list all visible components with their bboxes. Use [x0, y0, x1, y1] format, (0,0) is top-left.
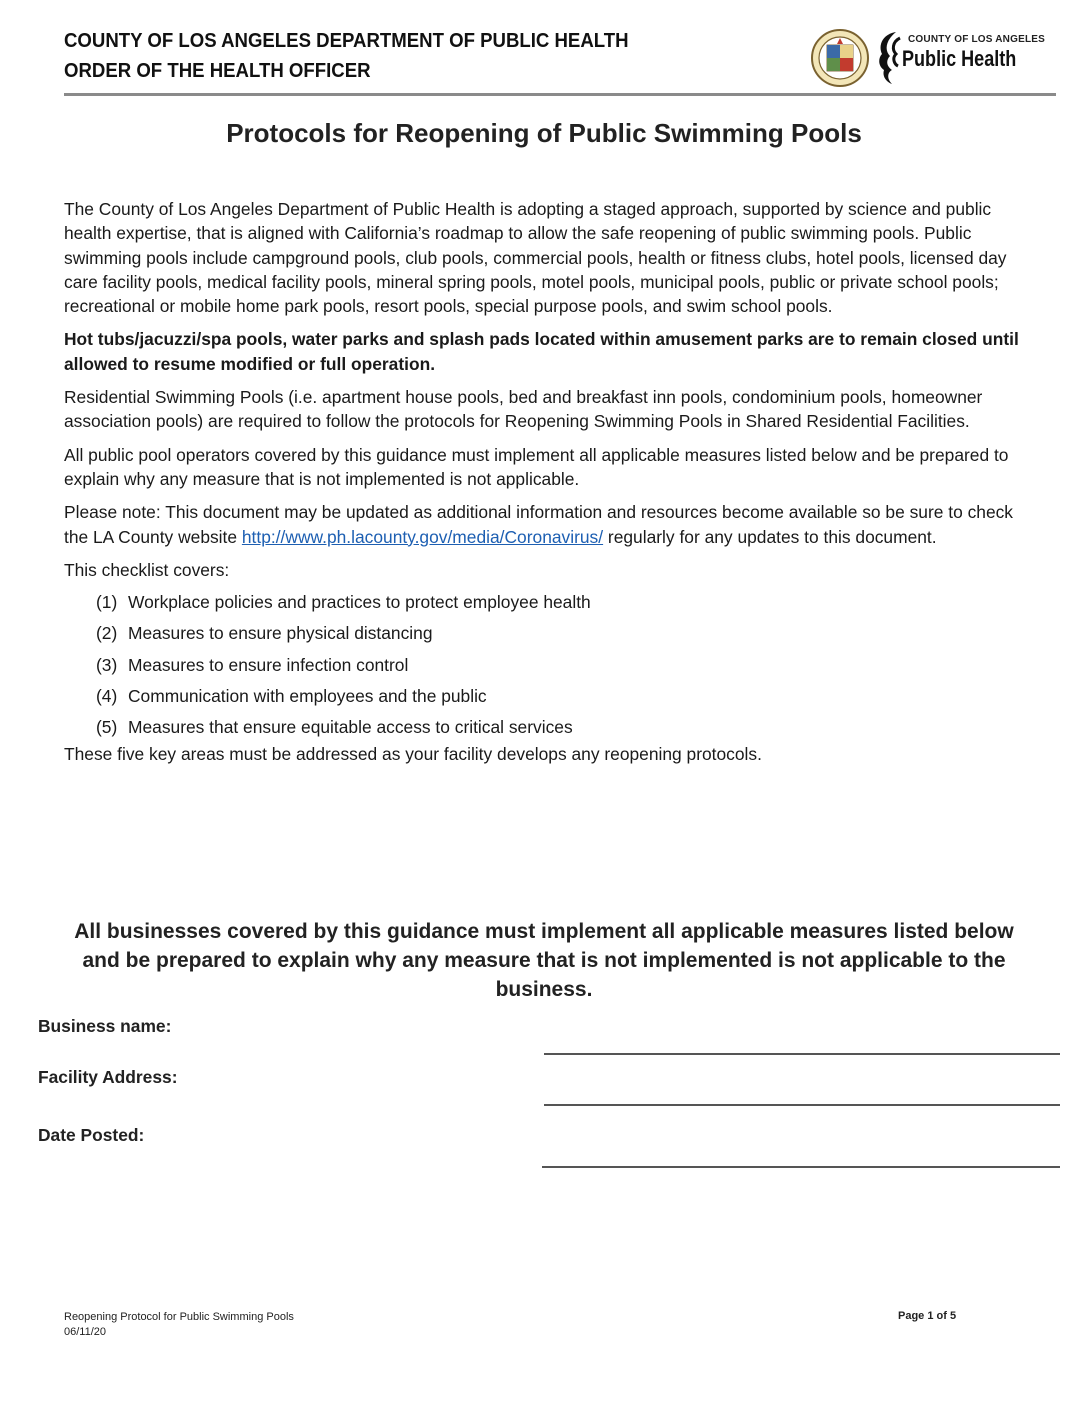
- list-item: (3) Measures to ensure infection control: [96, 654, 409, 675]
- checklist-intro: This checklist covers:: [64, 559, 230, 580]
- header-order: ORDER OF THE HEALTH OFFICER: [64, 60, 371, 82]
- list-item: (5) Measures that ensure equitable access to critical services: [96, 717, 573, 738]
- update-note-paragraph: [64, 500, 1034, 549]
- list-item: (4) Communication with employees and the public: [96, 686, 487, 707]
- measures-callout: All businesses covered by this guidance must implement all applicable measures listed below and be prepared to explain why any measure that is not implemented is not applicable to the business.: [74, 920, 1014, 1001]
- update-note-text-end: regularly for any updates to this document.: [603, 526, 937, 547]
- coronavirus-website-link[interactable]: http://www.ph.lacounty.gov/media/Coronavirus/: [241, 526, 604, 547]
- business-name-label: Business name:: [38, 1016, 172, 1036]
- county-seal-icon: [810, 28, 870, 88]
- header-divider: [64, 93, 1056, 96]
- closure-notice: Hot tubs/jacuzzi/spa pools, water parks and splash pads located within amusement parks are to remain closed until allowed to resume modified or full operation.: [64, 329, 1019, 374]
- page-number: Page 1 of 5: [898, 1310, 957, 1322]
- footer-date: 06/11/20: [64, 1326, 107, 1338]
- facility-address-field[interactable]: [544, 1104, 1060, 1106]
- date-posted-label: Date Posted:: [38, 1125, 145, 1145]
- key-areas-paragraph: These five key areas must be addressed as your facility develops any reopening protocols.: [64, 743, 762, 764]
- header-department: COUNTY OF LOS ANGELES DEPARTMENT OF PUBLIC HEALTH: [64, 30, 629, 52]
- footer-left: [64, 1310, 294, 1340]
- date-posted-field[interactable]: [542, 1166, 1060, 1168]
- public-health-logo: [872, 28, 1045, 86]
- footer-doc-name: Reopening Protocol for Public Swimming Pools: [64, 1311, 294, 1323]
- residential-pools-paragraph: Residential Swimming Pools (i.e. apartment house pools, bed and breakfast inn pools, condominium pools, homeowner association pools) are required to follow the protocols for Reopening Swimming Pools in Shared Residential Facilities.: [64, 387, 983, 432]
- operators-paragraph: All public pool operators covered by this guidance must implement all applicable measures listed below and be prepared to explain why any measure that is not implemented is not applicable.: [64, 444, 1009, 489]
- update-note-text: Please note: This document may be updated as additional information and resources become available so be sure to check the LA County website: [64, 502, 1014, 547]
- facility-address-label: Facility Address:: [38, 1067, 178, 1087]
- business-name-field[interactable]: [544, 1053, 1060, 1055]
- page-title: Protocols for Reopening of Public Swimming Pools: [226, 118, 862, 148]
- logo-public-health-text: Public Health: [902, 46, 1017, 71]
- document-body: [64, 197, 1034, 775]
- list-item: (2) Measures to ensure physical distancing: [96, 623, 433, 644]
- logo-county-text: COUNTY OF LOS ANGELES: [908, 34, 1045, 45]
- list-item: (1) Workplace policies and practices to protect employee health: [96, 592, 591, 613]
- intro-paragraph: The County of Los Angeles Department of Public Health is adopting a staged approach, supported by science and public health expertise, that is aligned with California’s roadmap to allow the safe reopening of public swimming pools. Public swimming pools include campground pools, club pools, commercial pools, health or fitness clubs, hotel pools, licensed day care facility pools, medical facility pools, mineral spring pools, motel pools, municipal pools, public or private school pools; recreational or mobile home park pools, resort pools, special purpose pools, and swim school pools.: [64, 199, 1007, 317]
- checklist-areas: [96, 590, 1034, 739]
